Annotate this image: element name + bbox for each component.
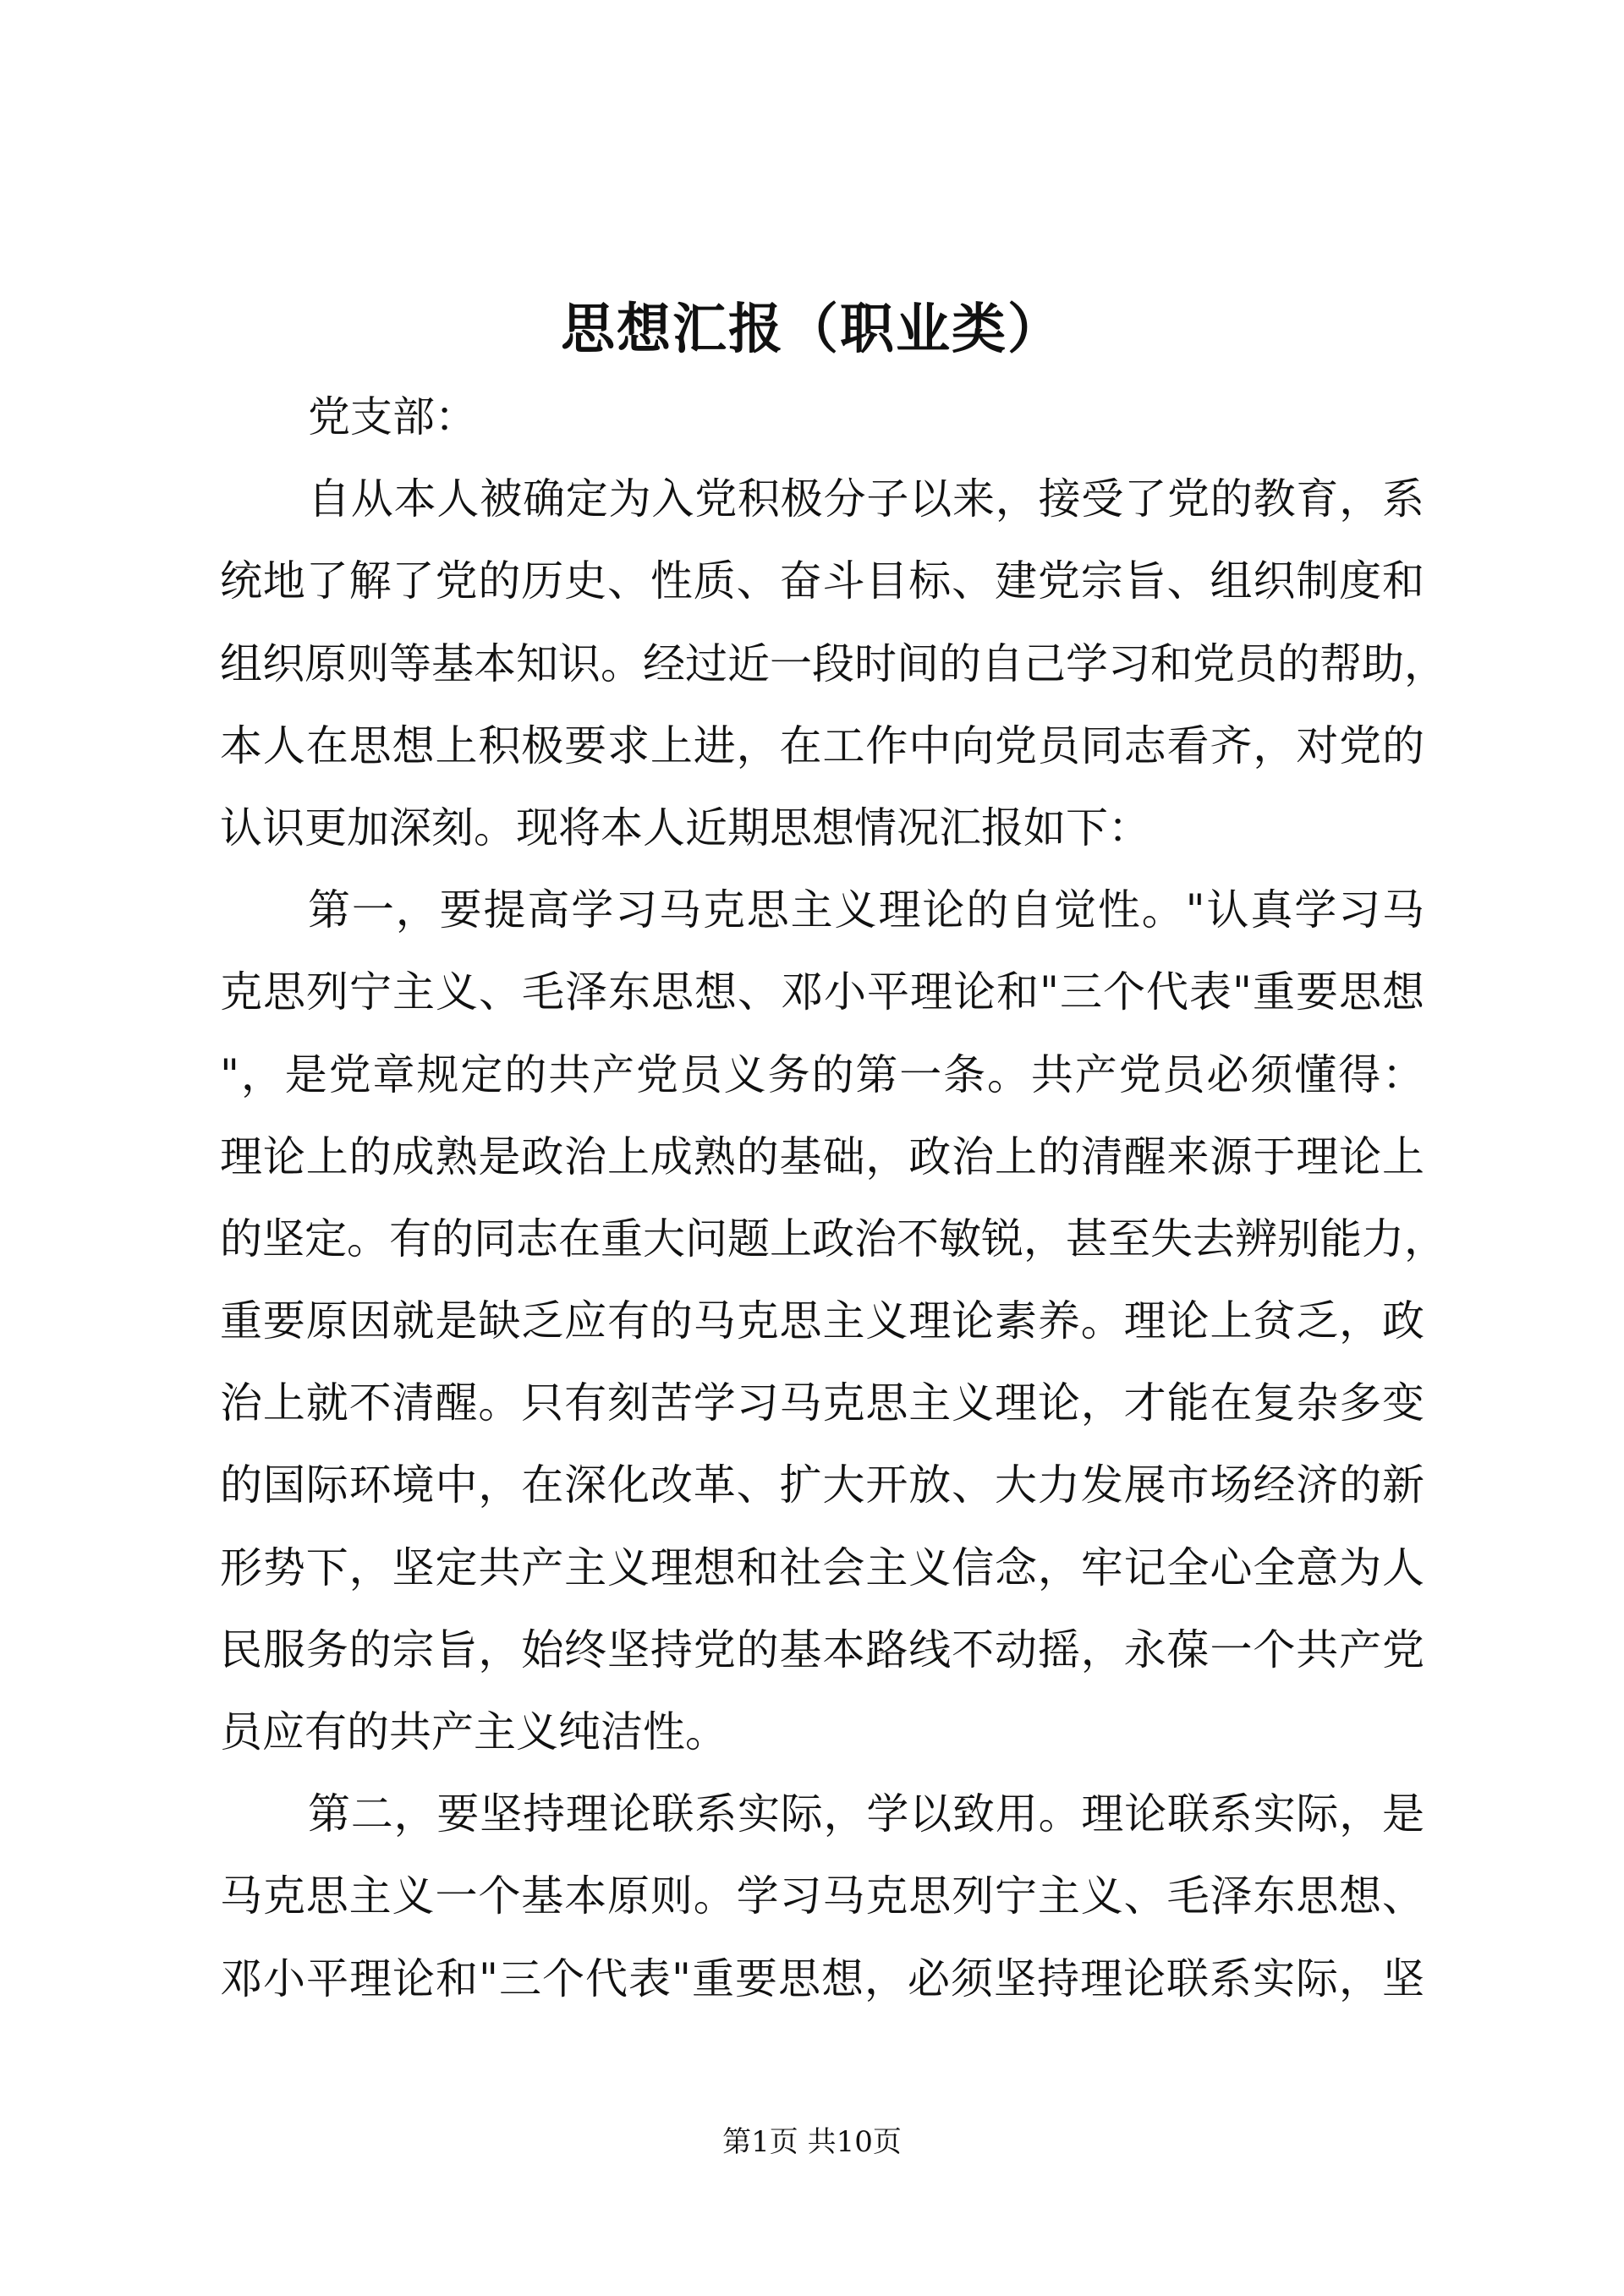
paragraph-2 xyxy=(220,869,1446,1773)
text-line: 认识更加深刻。现将本人近期思想情况汇报如下： xyxy=(220,803,1150,852)
text-line: 的国际环境中，在深化改革、扩大开放、大力发展市场经济的新 xyxy=(220,1460,1424,1510)
text-line: 重要原因就是缺乏应有的马克思主义理论素养。理论上贫乏，政 xyxy=(220,1296,1424,1346)
text-line: "，是党章规定的共产党员义务的第一条。共产党员必须懂得： xyxy=(220,1049,1424,1099)
text-line: 治上就不清醒。只有刻苦学习马克思主义理论，才能在复杂多变 xyxy=(220,1378,1424,1428)
text-line: 克思列宁主义、毛泽东思想、邓小平理论和"三个代表"重要思想 xyxy=(220,967,1424,1017)
text-line: 马克思主义一个基本原则。学习马克思列宁主义、毛泽东思想、 xyxy=(220,1871,1424,1921)
text-line: 本人在思想上积极要求上进，在工作中向党员同志看齐，对党的 xyxy=(220,721,1424,770)
text-line: 组织原则等基本知识。经过近一段时间的自己学习和党员的帮助， xyxy=(220,638,1446,688)
paragraph-1 xyxy=(220,458,1446,869)
page-number-footer: 第1页 共10页 xyxy=(722,2125,902,2159)
text-line: 民服务的宗旨，始终坚持党的基本路线不动摇，永葆一个共产党 xyxy=(220,1625,1424,1674)
text-line: 员应有的共产主义纯洁性。 xyxy=(220,1707,727,1756)
text-line: 理论上的成熟是政治上成熟的基础，政治上的清醒来源于理论上 xyxy=(220,1132,1424,1181)
text-line: 自从本人被确定为入党积极分子以来，接受了党的教育，系 xyxy=(308,474,1424,524)
text-line: 第二，要坚持理论联系实际，学以致用。理论联系实际，是 xyxy=(308,1789,1424,1839)
text-line: 第一，要提高学习马克思主义理论的自觉性。"认真学习马 xyxy=(308,885,1424,935)
paragraph-3 xyxy=(220,1773,1424,2020)
document-body xyxy=(220,376,1446,2020)
text-line: 形势下，坚定共产主义理想和社会主义信念，牢记全心全意为人 xyxy=(220,1543,1424,1592)
document-title: 思想汇报（职业类） xyxy=(561,298,1063,361)
text-line: 统地了解了党的历史、性质、奋斗目标、建党宗旨、组织制度和 xyxy=(220,556,1424,606)
salutation: 党支部： xyxy=(308,392,477,441)
text-line: 的坚定。有的同志在重大问题上政治不敏锐，甚至失去辨别能力， xyxy=(220,1214,1446,1263)
text-line: 邓小平理论和"三个代表"重要思想，必须坚持理论联系实际，坚 xyxy=(220,1954,1424,2003)
